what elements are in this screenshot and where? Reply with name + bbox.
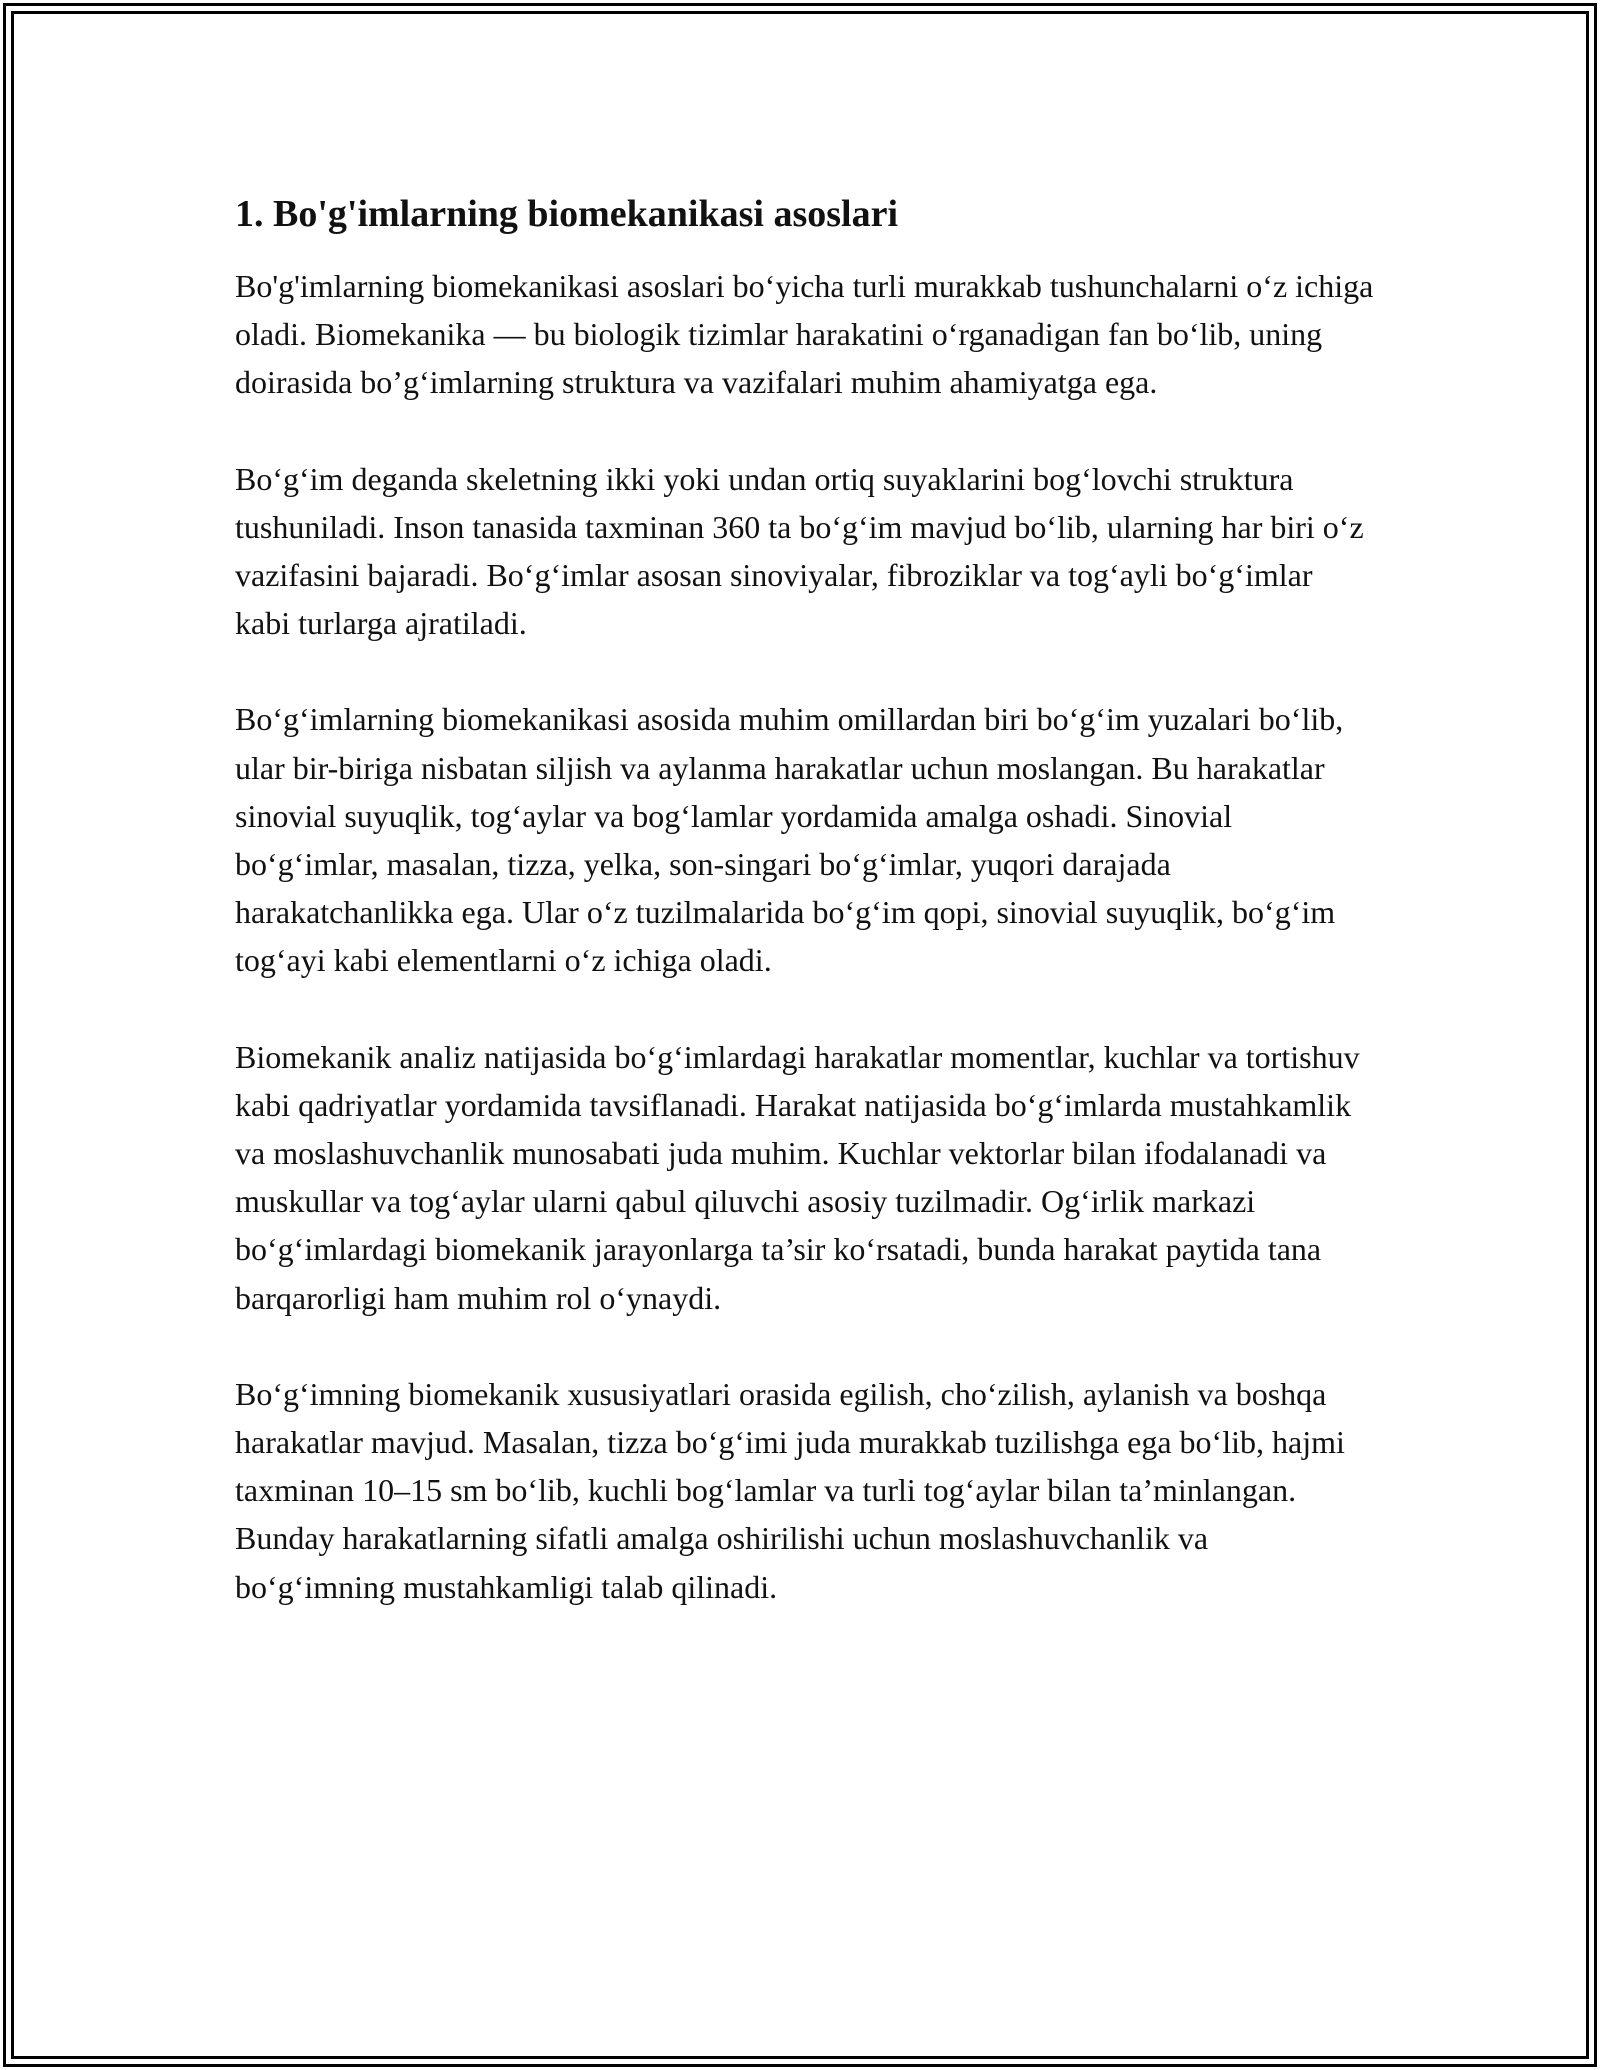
paragraph-2: Bo‘g‘im deganda skeletning ikki yoki undan ortiq suyaklarini bog‘lovchi struktura tushuniladi. Inson tanasida taxminan 360 ta bo‘g‘im mavjud bo‘lib, ularning har biri o‘z vazifasini bajaradi. Bo‘g‘imlar asosan sinoviyalar, fibroziklar va tog‘ayli bo‘g‘imlar kabi turlarga ajratiladi. xyxy=(235,460,1364,642)
document-body xyxy=(235,186,1375,1659)
section-heading: 1. Bo'g'imlarning biomekanikasi asoslari xyxy=(235,193,898,235)
paragraph-1: Bo'g'imlarning biomekanikasi asoslari bo‘yicha turli murakkab tushunchalarni o‘z ichiga oladi. Biomekanika — bu biologik tizimlar harakatini o‘rganadigan fan bo‘lib, uning doirasida bo’g‘imlarning struktura va vazifalari muhim ahamiyatga ega. xyxy=(235,268,1374,401)
paragraph-3: Bo‘g‘imlarning biomekanikasi asosida muhim omillardan biri bo‘g‘im yuzalari bo‘lib, ular bir-biriga nisbatan siljish va aylanma harakatlar uchun moslangan. Bu harakatlar sinovial suyuqlik, tog‘aylar va bog‘lamlar yordamida amalga oshadi. Sinovial bo‘g‘imlar, masalan, tizza, yelka, son-singari bo‘g‘imlar, yuqori darajada harakatchanlikka ega. Ular o‘z tuzilmalarida bo‘g‘im qopi, sinovial suyuqlik, bo‘g‘im tog‘ayi kabi elementlarni o‘z ichiga oladi. xyxy=(235,701,1344,979)
paragraph-4: Biomekanik analiz natijasida bo‘g‘imlardagi harakatlar momentlar, kuchlar va tortishuv kabi qadriyatlar yordamida tavsiflanadi. Harakat natijasida bo‘g‘imlarda mustahkamlik va moslashuvchanlik munosabati juda muhim. Kuchlar vektorlar bilan ifodalanadi va muskullar va tog‘aylar ularni qabul qiluvchi asosiy tuzilmadir. Og‘irlik markazi bo‘g‘imlardagi biomekanik jarayonlarga ta’sir ko‘rsatadi, bunda harakat paytida tana barqarorligi ham muhim rol o‘ynaydi. xyxy=(235,1038,1360,1316)
paragraph-5: Bo‘g‘imning biomekanik xususiyatlari orasida egilish, cho‘zilish, aylanish va boshqa harakatlar mavjud. Masalan, tizza bo‘g‘imi juda murakkab tuzilishga ega bo‘lib, hajmi taxminan 10–15 sm bo‘lib, kuchli bog‘lamlar va turli tog‘aylar bilan ta’minlangan. Bunday harakatlarning sifatli amalga oshirilishi uchun moslashuvchanlik va bo‘g‘imning mustahkamligi talab qilinadi. xyxy=(235,1375,1345,1605)
